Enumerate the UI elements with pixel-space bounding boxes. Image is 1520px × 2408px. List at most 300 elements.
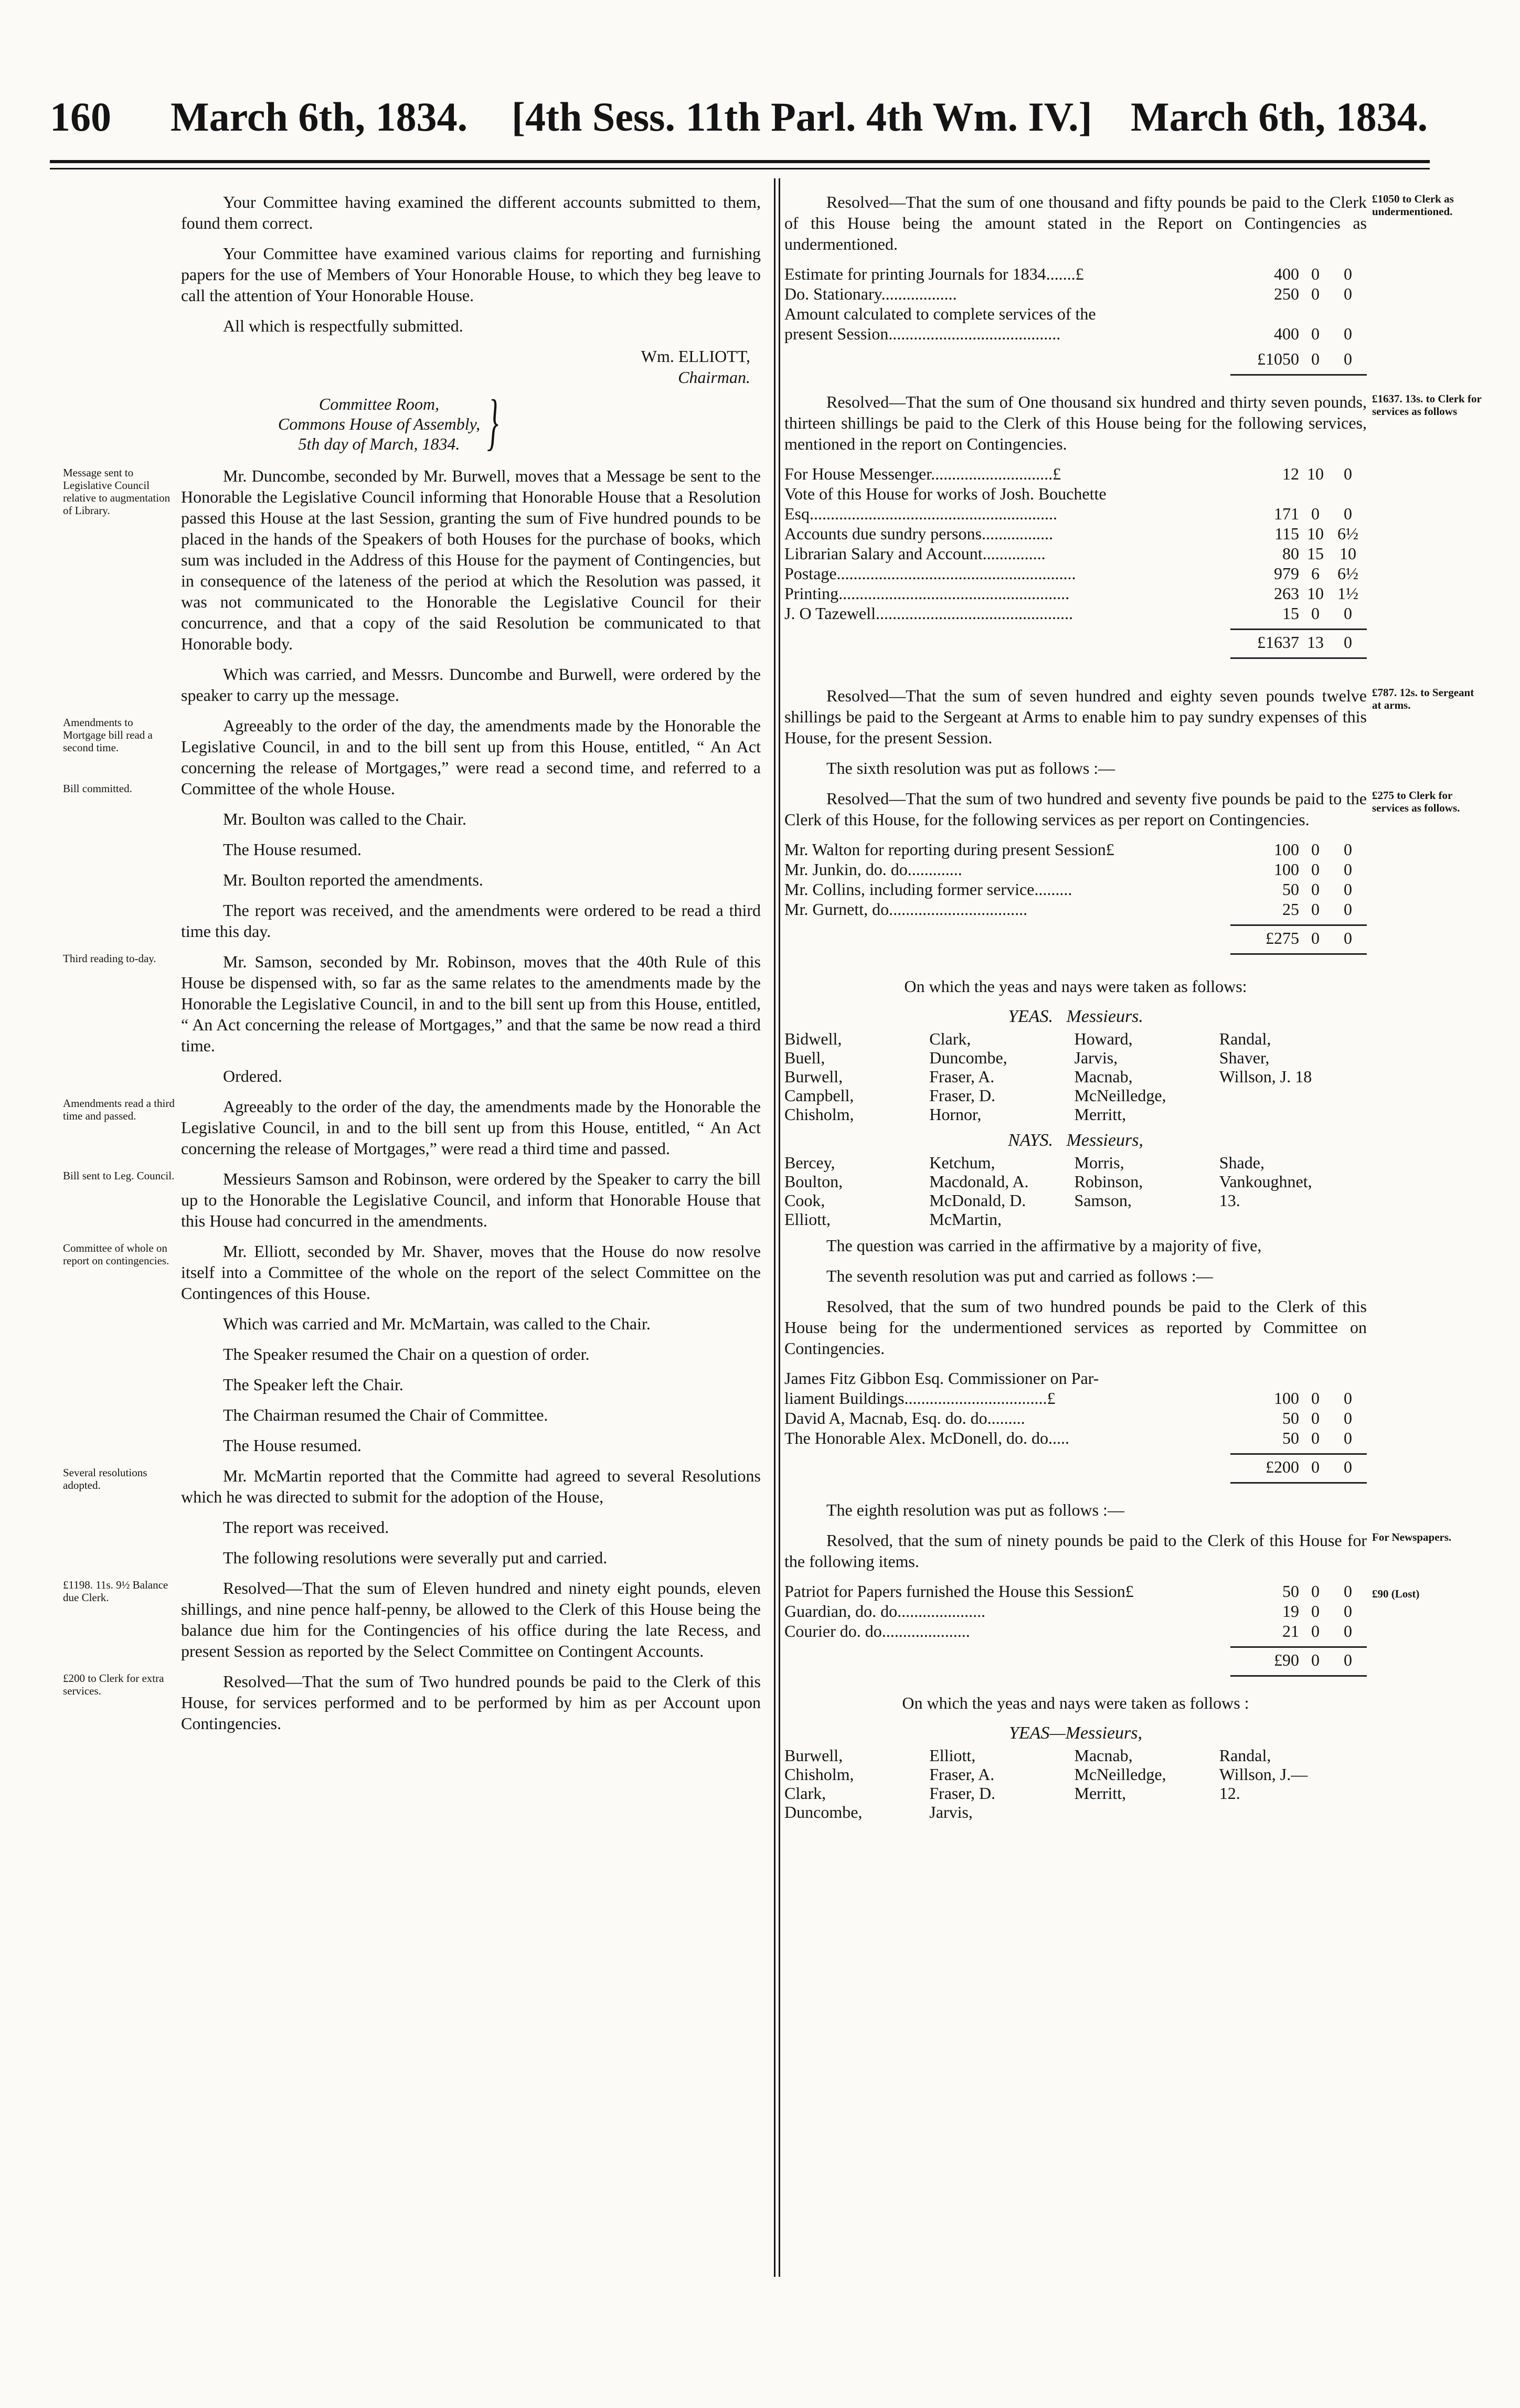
- account-275-pence: 0: [1344, 840, 1352, 859]
- account-1050-pounds: [1244, 304, 1299, 324]
- account-275-description: Mr. Junkin, do. do.............: [784, 860, 962, 879]
- nay-vote-member: Vankoughnet,: [1219, 1172, 1312, 1191]
- total-90-shillings: 0: [1311, 1650, 1320, 1669]
- account-1637-pence: 10: [1340, 544, 1356, 563]
- report-received-1: The report was received, and the amendments were ordered to be read a third time this day.: [181, 901, 761, 941]
- account-275-pounds: 100: [1274, 840, 1299, 859]
- account-90-pounds: 50: [1282, 1582, 1299, 1601]
- yeas-title-2: YEAS—Messieurs,: [1008, 1723, 1143, 1743]
- account-1637-shillings: 10: [1307, 524, 1324, 543]
- sidenote-275: £275 to Clerk for services as follows.: [1372, 789, 1460, 814]
- total-275-pounds: £275: [1266, 929, 1299, 947]
- yeas-table-2: [784, 1746, 1364, 1821]
- boulton-reported: Mr. Boulton reported the amendments.: [223, 870, 483, 889]
- third-reading-block: [63, 951, 761, 1056]
- bill-sent-paragraph: Messieurs Samson and Robinson, were ordered by the Speaker to carry the bill up to the Honorable the Legislative Council, and inform that Honorable House that this House had concurred in the amendments.: [181, 1169, 761, 1230]
- speaker-left: The Speaker left the Chair.: [223, 1375, 403, 1394]
- yea-vote-1-member: Burwell,: [784, 1067, 843, 1086]
- yea-vote-2-row: [784, 1803, 1364, 1821]
- account-1637-pence: 6½: [1337, 564, 1358, 583]
- account-200-row: [784, 1388, 1364, 1408]
- account-1050-shillings: 0: [1311, 284, 1320, 303]
- account-1637-pounds: 263: [1274, 584, 1299, 603]
- account-275-shillings: 0: [1311, 860, 1320, 879]
- page-number: 160: [50, 94, 111, 140]
- room-line-3: 5th day of March, 1834.: [298, 434, 460, 453]
- account-1637-pounds: 12: [1282, 464, 1299, 483]
- resolution-balance-due: Resolved—That the sum of Eleven hundred and ninety eight pounds, eleven shillings, and nine pence half-penny, be allowed to the Clerk of this House being the balance due him for the Contingencies of his office during the late Recess, and present Session as reported by the Select Committee on Contingent Accounts.: [181, 1579, 761, 1660]
- yea-vote-1-member: Fraser, A.: [929, 1067, 995, 1086]
- yea-vote-2-row: [784, 1746, 1364, 1765]
- account-90-description: Patriot for Papers furnished the House this Session£: [784, 1582, 1134, 1601]
- nay-vote-row: [784, 1191, 1364, 1210]
- yea-vote-2-member: Chisholm,: [784, 1765, 854, 1784]
- yea-vote-1-member: Howard,: [1074, 1029, 1133, 1048]
- yea-vote-2-member: Willson, J.—: [1219, 1765, 1308, 1784]
- yea-vote-1-member: Willson, J. 18: [1219, 1067, 1312, 1086]
- right-column: [784, 191, 1482, 1828]
- account-1050-pounds: 400: [1274, 324, 1299, 343]
- account-200-shillings: 0: [1311, 1389, 1320, 1408]
- account-1637-row: [784, 563, 1364, 583]
- account-1637-shillings: 6: [1311, 564, 1320, 583]
- account-200-description: The Honorable Alex. McDonell, do. do.....: [784, 1429, 1069, 1447]
- amendments-passed-block: [63, 1096, 761, 1159]
- table-1637: [784, 464, 1364, 623]
- account-200-shillings: 0: [1311, 1409, 1320, 1427]
- yea-vote-2-member: Elliott,: [929, 1746, 976, 1765]
- yeas-label: YEAS.: [1008, 1007, 1054, 1026]
- account-90-shillings: 0: [1311, 1622, 1320, 1640]
- account-90-shillings: 0: [1311, 1582, 1320, 1601]
- account-1637-shillings: 0: [1311, 604, 1320, 623]
- nay-vote-row: [784, 1210, 1364, 1229]
- account-1050-pence: 0: [1344, 284, 1352, 303]
- account-1637-description: J. O Tazewell...............................................: [784, 604, 1073, 623]
- account-275-pence: 0: [1344, 900, 1352, 919]
- yea-vote-2-member: Fraser, A.: [929, 1765, 995, 1784]
- total-200-pounds: £200: [1266, 1457, 1299, 1476]
- account-90-pence: 0: [1344, 1582, 1352, 1601]
- total-275-pence: 0: [1344, 929, 1352, 947]
- account-1637-pounds: 171: [1274, 504, 1299, 523]
- yea-vote-1-member: Clark,: [929, 1029, 971, 1048]
- account-275-row: [784, 859, 1364, 879]
- yea-vote-2-row: [784, 1765, 1364, 1784]
- account-275-shillings: 0: [1311, 880, 1320, 899]
- header-rule-thin: [50, 168, 1430, 169]
- nay-vote-member: Elliott,: [784, 1210, 831, 1229]
- signature-title: Chairman.: [678, 368, 750, 387]
- account-275-row: [784, 899, 1364, 919]
- page-header: [50, 93, 1435, 151]
- balance-due-block: [63, 1578, 761, 1661]
- total-200-pence: 0: [1344, 1457, 1352, 1476]
- sidenote-message-library: Message sent to Legislative Council relative to augmentation of Library.: [63, 466, 171, 517]
- resolutions-adopted-block: [63, 1465, 761, 1507]
- account-275-pounds: 50: [1282, 880, 1299, 899]
- column-divider-right: [779, 178, 780, 2277]
- house-resumed-1: The House resumed.: [223, 840, 362, 859]
- account-90-pence: 0: [1344, 1622, 1352, 1640]
- yea-vote-2-member: Macnab,: [1074, 1746, 1133, 1765]
- total-1050-shillings: 0: [1311, 349, 1320, 368]
- account-1637-description: Printing.......................................................: [784, 584, 1070, 603]
- date-left: March 6th, 1834.: [171, 94, 468, 140]
- date-right: March 6th, 1834.: [1131, 94, 1428, 140]
- account-1050-description: Do. Stationary..................: [784, 284, 957, 303]
- account-1050-pounds: 400: [1274, 264, 1299, 283]
- table-275: [784, 839, 1364, 919]
- account-1050-pence: [1332, 304, 1364, 324]
- committee-whole-block: [63, 1241, 761, 1304]
- total-90: [784, 1650, 1364, 1670]
- account-200-shillings: 0: [1311, 1429, 1320, 1447]
- account-275-pounds: 25: [1282, 900, 1299, 919]
- account-90-shillings: 0: [1311, 1602, 1320, 1621]
- yea-vote-2-row: [784, 1784, 1364, 1803]
- yea-vote-1-member: Randal,: [1219, 1029, 1271, 1048]
- resolution-90: Resolved, that the sum of ninety pounds be paid to the Clerk of this House for the following items.: [784, 1531, 1367, 1571]
- account-1637-pence: [1332, 484, 1364, 504]
- room-line-1: Committee Room,: [318, 395, 440, 413]
- total-275: [784, 928, 1364, 948]
- total-90-rule: [1230, 1675, 1367, 1677]
- account-1637-pence: 0: [1344, 604, 1352, 623]
- account-1050-pounds: 250: [1274, 284, 1299, 303]
- seventh-resolution-intro: The seventh resolution was put and carried as follows :—: [826, 1266, 1213, 1285]
- nay-vote-member: [1075, 1210, 1219, 1229]
- nay-vote-member: Bercey,: [784, 1153, 835, 1172]
- account-1050-row: [784, 304, 1364, 324]
- resolution-1637-block: [784, 391, 1482, 454]
- account-275-row: [784, 839, 1364, 859]
- table-1050: [784, 264, 1364, 344]
- account-1637-pounds: 80: [1282, 544, 1299, 563]
- account-1637-pounds: 979: [1274, 564, 1299, 583]
- yea-vote-2-member: [1075, 1803, 1219, 1821]
- account-1637-row: [784, 583, 1364, 603]
- yea-vote-1-row: [784, 1105, 1364, 1124]
- account-1637-description: Vote of this House for works of Josh. Bouchette: [784, 484, 1107, 503]
- account-1637-description: Accounts due sundry persons.................: [784, 524, 1053, 543]
- yea-vote-1-member: Macnab,: [1074, 1067, 1133, 1086]
- sidenote-1637: £1637. 13s. to Clerk for services as follows: [1372, 392, 1482, 418]
- account-1050-pence: 0: [1344, 264, 1352, 283]
- account-90-pounds: 19: [1282, 1602, 1299, 1621]
- nay-vote-member: Morris,: [1074, 1153, 1124, 1172]
- account-1050-shillings: [1299, 304, 1332, 324]
- account-1637-shillings: [1299, 484, 1332, 504]
- account-1050-description: Amount calculated to complete services of the: [784, 304, 1096, 323]
- total-1050-rule: [1230, 374, 1367, 376]
- yea-vote-1-row: [784, 1086, 1364, 1105]
- sidenote-resolutions-adopted: Several resolutions adopted.: [63, 1466, 147, 1491]
- sidenote-mortgage-second: Amendments to Mortgage bill read a second time.: [63, 716, 153, 754]
- sidenote-90-lost: £90 (Lost): [1372, 1587, 1420, 1600]
- mortgage-second-reading: Agreeably to the order of the day, the amendments made by the Honorable the Legislative Council, in and to the bill sent up from this House, entitled, “ An Act concerning the release of Mortgages,” were read a second time, and referred to a Committee of the whole House.: [181, 716, 761, 798]
- account-1637-shillings: 10: [1307, 464, 1324, 483]
- yeas-title-1: [784, 1006, 1367, 1027]
- total-200-shillings: 0: [1311, 1457, 1320, 1476]
- yea-vote-2-member: Burwell,: [784, 1746, 843, 1765]
- account-275-shillings: 0: [1311, 840, 1320, 859]
- mortgage-second-reading-block: [63, 715, 761, 799]
- total-1637-shillings: 13: [1307, 633, 1324, 652]
- yea-vote-1-row: [784, 1067, 1364, 1086]
- mcmartin-report: Mr. McMartin reported that the Committe had agreed to several Resolutions which he was directed to submit for the adoption of the House,: [181, 1466, 761, 1506]
- account-200-pounds: 100: [1274, 1389, 1299, 1408]
- account-1637-pence: 0: [1344, 504, 1352, 523]
- account-275-pence: 0: [1344, 880, 1352, 899]
- account-1637-shillings: 10: [1307, 584, 1324, 603]
- account-90-description: Guardian, do. do.....................: [784, 1602, 986, 1621]
- resolution-275: Resolved—That the sum of two hundred and seventy five pounds be paid to the Clerk of this House, for the following services as per report on Contingencies.: [784, 789, 1367, 829]
- account-1637-row: [784, 603, 1364, 623]
- account-1637-row: [784, 524, 1364, 544]
- yea-vote-2-member: 12.: [1219, 1784, 1240, 1803]
- account-1050-description: Estimate for printing Journals for 1834.......£: [784, 264, 1084, 283]
- yea-vote-2-member: McNeilledge,: [1074, 1765, 1166, 1784]
- account-90-row: [784, 1601, 1364, 1621]
- account-1637-description: Librarian Salary and Account...............: [784, 544, 1046, 563]
- account-200-pounds: [1244, 1368, 1299, 1388]
- account-1637-pence: 0: [1344, 464, 1352, 483]
- account-1050-row: [784, 324, 1364, 344]
- table-200: [784, 1368, 1364, 1448]
- table-275-rule: [1230, 924, 1367, 926]
- nay-vote-member: 13.: [1219, 1191, 1240, 1210]
- chairman-resumed: The Chairman resumed the Chair of Committee.: [223, 1405, 548, 1424]
- total-275-shillings: 0: [1311, 929, 1320, 947]
- total-1637-rule: [1230, 657, 1367, 659]
- sidenote-787: £787. 12s. to Sergeant at arms.: [1372, 686, 1474, 711]
- total-1050-pence: 0: [1344, 349, 1352, 368]
- account-275-description: Mr. Collins, including former service.........: [784, 880, 1072, 899]
- table-90: [784, 1581, 1364, 1641]
- sidenote-newspapers: For Newspapers.: [1372, 1531, 1452, 1543]
- account-1637-row: [784, 484, 1364, 504]
- sidenote-bill-sent: Bill sent to Leg. Council.: [63, 1169, 175, 1182]
- resolution-1637: Resolved—That the sum of One thousand six hundred and thirty seven pounds, thirteen shillings be paid to the Clerk of this House being for the following services, mentioned in the report on Contingencies.: [784, 392, 1367, 453]
- nays-messieurs: Messieurs,: [1066, 1131, 1143, 1150]
- extra-services-block: [63, 1671, 761, 1734]
- nay-vote-row: [784, 1153, 1364, 1172]
- total-1637-pounds: £1637: [1257, 633, 1299, 652]
- resolution-200: Resolved, that the sum of two hundred pounds be paid to the Clerk of this House being for the undermentioned services as reported by Committee on Contingencies.: [784, 1297, 1367, 1358]
- account-275-pence: 0: [1344, 860, 1352, 879]
- account-200-pounds: 50: [1282, 1429, 1299, 1447]
- total-200-rule: [1230, 1482, 1367, 1484]
- account-200-row: [784, 1368, 1364, 1388]
- resolution-1050: Resolved—That the sum of one thousand and fifty pounds be paid to the Clerk of this House being the amount stated in the Report on Contingencies as undermentioned.: [784, 193, 1367, 253]
- account-200-shillings: [1299, 1368, 1332, 1388]
- ordered-line: Ordered.: [223, 1067, 282, 1085]
- sidenote-amendments-passed: Amendments read a third time and passed.: [63, 1097, 175, 1122]
- bill-sent-block: [63, 1168, 761, 1231]
- account-275-description: Mr. Gurnett, do.................................: [784, 900, 1028, 919]
- eighth-resolution-intro: The eighth resolution was put as follows :—: [826, 1500, 1124, 1519]
- account-275-shillings: 0: [1311, 900, 1320, 919]
- account-275-description: Mr. Walton for reporting during present Session£: [784, 840, 1114, 859]
- account-1637-pounds: [1244, 484, 1299, 504]
- samson-motion: Mr. Samson, seconded by Mr. Robinson, moves that the 40th Rule of this House be dispensed with, so far as the same relates to the amendments made by the Honorable the Legislative Council, in and to the bill sent up from this House, entitled, “ An Act concerning the release of Mortgages,” and that the same be now read a third time.: [181, 952, 761, 1055]
- nay-vote-member: McDonald, D.: [929, 1191, 1026, 1210]
- account-1637-pounds: 15: [1282, 604, 1299, 623]
- total-1050-pounds: £1050: [1257, 349, 1299, 368]
- account-1637-pounds: 115: [1274, 524, 1299, 543]
- amendments-third-reading: Agreeably to the order of the day, the amendments made by the Honorable the Legislative Council, in and to the bill sent up from this House, entitled, “ An Act concerning the release of Mortgages,” were read a third time and passed.: [181, 1097, 761, 1158]
- account-90-pounds: 21: [1282, 1622, 1299, 1640]
- table-1637-rule: [1230, 628, 1367, 630]
- sixth-resolution-intro: The sixth resolution was put as follows :—: [826, 759, 1115, 777]
- yea-vote-1-member: Jarvis,: [1074, 1048, 1118, 1067]
- yea-vote-1-member: Buell,: [784, 1048, 825, 1067]
- nay-vote-member: Cook,: [784, 1191, 825, 1210]
- account-200-row: [784, 1408, 1364, 1428]
- sidenote-1050: £1050 to Clerk as undermentioned.: [1372, 193, 1454, 218]
- total-1637-pence: 0: [1344, 633, 1352, 652]
- nay-vote-member: Ketchum,: [929, 1153, 995, 1172]
- account-275-row: [784, 879, 1364, 899]
- duncombe-motion: Mr. Duncombe, seconded by Mr. Burwell, moves that a Message be sent to the Honorable the Legislative Council informing that Honorable House that a Resolution passed this House at the last Session, granting the sum of Five hundred pounds to be placed in the hands of the Speakers of both Houses for the purchase of books, which sum was included in the Address of this House for the payment of Contingencies, but in consequence of the lateness of the period at which the Resolution was passed, it was not communicated to the Honorable the Legislative Council for their concurrence, and that a copy of the said Resolution be communicated to that Honorable body.: [181, 466, 761, 653]
- account-90-pence: 0: [1344, 1602, 1352, 1621]
- account-1637-row: [784, 504, 1364, 524]
- account-1637-pence: 1½: [1337, 584, 1358, 603]
- account-90-description: Courier do. do.....................: [784, 1622, 970, 1640]
- account-90-row: [784, 1581, 1364, 1601]
- sidenote-committee-whole: Committee of whole on report on contingencies.: [63, 1242, 169, 1267]
- yeas-nays-intro-2: On which the yeas and nays were taken as follows :: [902, 1693, 1249, 1712]
- header-rule-thick: [50, 160, 1430, 163]
- account-200-description: David A, Macnab, Esq. do. do.........: [784, 1409, 1025, 1427]
- account-1637-description: For House Messenger.............................£: [784, 464, 1061, 483]
- account-200-pence: [1332, 1368, 1364, 1388]
- yea-vote-1-row: [784, 1048, 1364, 1067]
- yea-vote-1-member: McNeilledge,: [1074, 1086, 1166, 1105]
- nay-vote-member: Samson,: [1074, 1191, 1132, 1210]
- nay-vote-member: Robinson,: [1074, 1172, 1143, 1191]
- sidenote-third-reading: Third reading to-day.: [63, 952, 156, 965]
- majority-line: The question was carried in the affirmative by a majority of five,: [826, 1236, 1262, 1255]
- account-200-description: liament Buildings..................................£: [784, 1389, 1056, 1408]
- brace-glyph: }: [487, 387, 498, 456]
- yea-vote-2-member: Clark,: [784, 1784, 826, 1803]
- yea-vote-1-member: [1219, 1105, 1364, 1124]
- yeas-table-1: [784, 1029, 1364, 1124]
- resolution-extra-services: Resolved—That the sum of Two hundred pounds be paid to the Clerk of this House, for services performed and to be performed by him as per Account upon Contingencies.: [181, 1672, 761, 1733]
- account-90-row: [784, 1621, 1364, 1641]
- yea-vote-1-member: Fraser, D.: [929, 1086, 996, 1105]
- committee-claims-paragraph: Your Committee have examined various claims for reporting and furnishing papers for the use of Members of Your Honorable House, to which they beg leave to call the attention of Your Honorable House.: [181, 244, 761, 305]
- nay-vote-row: [784, 1172, 1364, 1191]
- sidenote-extra-services: £200 to Clerk for extra services.: [63, 1672, 164, 1697]
- committee-accounts-paragraph: Your Committee having examined the different accounts submitted to them, found them correct.: [181, 193, 761, 232]
- resolution-275-block: [784, 788, 1460, 830]
- elliott-motion: Mr. Elliott, seconded by Mr. Shaver, moves that the House do now resolve itself into a Committee of the whole on the report of the select Committee on the Contingences of this House.: [181, 1242, 761, 1303]
- account-1050-row: [784, 284, 1364, 304]
- nays-label: NAYS.: [1008, 1131, 1054, 1150]
- yea-vote-1-member: Merritt,: [1074, 1105, 1126, 1124]
- nays-table: [784, 1153, 1364, 1229]
- account-1637-shillings: 15: [1307, 544, 1324, 563]
- yea-vote-1-member: Duncombe,: [929, 1048, 1007, 1067]
- yea-vote-2-member: Fraser, D.: [929, 1784, 996, 1803]
- session-info: [4th Sess. 11th Parl. 4th Wm. IV.]: [512, 94, 1092, 140]
- total-90-pence: 0: [1344, 1650, 1352, 1669]
- yea-vote-2-member: Randal,: [1219, 1746, 1271, 1765]
- yea-vote-1-member: Hornor,: [929, 1105, 982, 1124]
- account-200-description: James Fitz Gibbon Esq. Commissioner on Par-: [784, 1369, 1099, 1388]
- resolutions-put: The following resolutions were severally put and carried.: [223, 1548, 608, 1567]
- resolution-787: Resolved—That the sum of seven hundred and eighty seven pounds twelve shillings be paid to the Sergeant at Arms to enable him to pay sundry expenses of this House, for the present Session.: [784, 686, 1367, 747]
- account-200-pence: 0: [1344, 1409, 1352, 1427]
- total-200: [784, 1457, 1364, 1477]
- house-resumed-2: The House resumed.: [223, 1436, 362, 1455]
- mcmartain-chair: Which was carried and Mr. McMartain, was called to the Chair.: [223, 1314, 651, 1333]
- sidenote-bill-committed: Bill committed.: [63, 782, 132, 795]
- total-1050: [784, 349, 1364, 369]
- account-1637-row: [784, 544, 1364, 563]
- nay-vote-member: Macdonald, A.: [929, 1172, 1029, 1191]
- nay-vote-member: Boulton,: [784, 1172, 843, 1191]
- account-200-pence: 0: [1344, 1389, 1352, 1408]
- account-200-pence: 0: [1344, 1429, 1352, 1447]
- yea-vote-1-member: Campbell,: [784, 1086, 854, 1105]
- message-library-block: [63, 465, 761, 654]
- yea-vote-1-member: [1219, 1086, 1364, 1105]
- yea-vote-1-member: Bidwell,: [784, 1029, 842, 1048]
- yea-vote-1-row: [784, 1029, 1364, 1048]
- column-divider-left: [774, 178, 775, 2277]
- yea-vote-2-member: [1219, 1803, 1364, 1821]
- yea-vote-2-member: Merritt,: [1074, 1784, 1126, 1803]
- resolution-1050-block: [784, 191, 1454, 254]
- yea-vote-2-member: Duncombe,: [784, 1803, 863, 1821]
- nay-vote-member: [1219, 1210, 1364, 1229]
- nay-vote-member: McMartin,: [929, 1210, 1002, 1229]
- yea-vote-1-member: Chisholm,: [784, 1105, 854, 1124]
- account-1637-shillings: 0: [1311, 504, 1320, 523]
- account-1637-description: Postage.........................................................: [784, 564, 1076, 583]
- nay-vote-member: Shade,: [1219, 1153, 1264, 1172]
- account-1050-description: present Session.........................................: [784, 324, 1061, 343]
- total-275-rule: [1230, 953, 1367, 955]
- account-1050-shillings: 0: [1311, 324, 1320, 343]
- account-1050-row: [784, 264, 1364, 284]
- account-200-row: [784, 1428, 1364, 1448]
- sidenote-balance-due: £1198. 11s. 9½ Balance due Clerk.: [63, 1579, 168, 1604]
- message-carried: Which was carried, and Messrs. Duncombe and Burwell, were ordered by the speaker to carry up the message.: [181, 665, 761, 705]
- left-column: [63, 191, 761, 1743]
- resolution-787-block: [784, 685, 1474, 748]
- yea-vote-1-member: Shaver,: [1219, 1048, 1270, 1067]
- committee-room-block: [181, 387, 761, 456]
- account-1637-pence: 6½: [1337, 524, 1358, 543]
- room-line-2: Commons House of Assembly,: [278, 414, 481, 433]
- table-90-rule: [1230, 1646, 1367, 1648]
- yeas-messieurs: Messieurs.: [1066, 1007, 1143, 1026]
- account-1050-pence: 0: [1344, 324, 1352, 343]
- total-1637: [784, 632, 1364, 652]
- account-1637-description: Esq...........................................................: [784, 504, 1057, 523]
- submitted-line: All which is respectfully submitted.: [223, 316, 463, 335]
- table-200-rule: [1230, 1453, 1367, 1455]
- account-200-pounds: 50: [1282, 1409, 1299, 1427]
- signature: Wm. ELLIOTT,: [641, 347, 750, 366]
- yea-vote-2-member: Jarvis,: [929, 1803, 973, 1821]
- boulton-chair: Mr. Boulton was called to the Chair.: [223, 809, 466, 828]
